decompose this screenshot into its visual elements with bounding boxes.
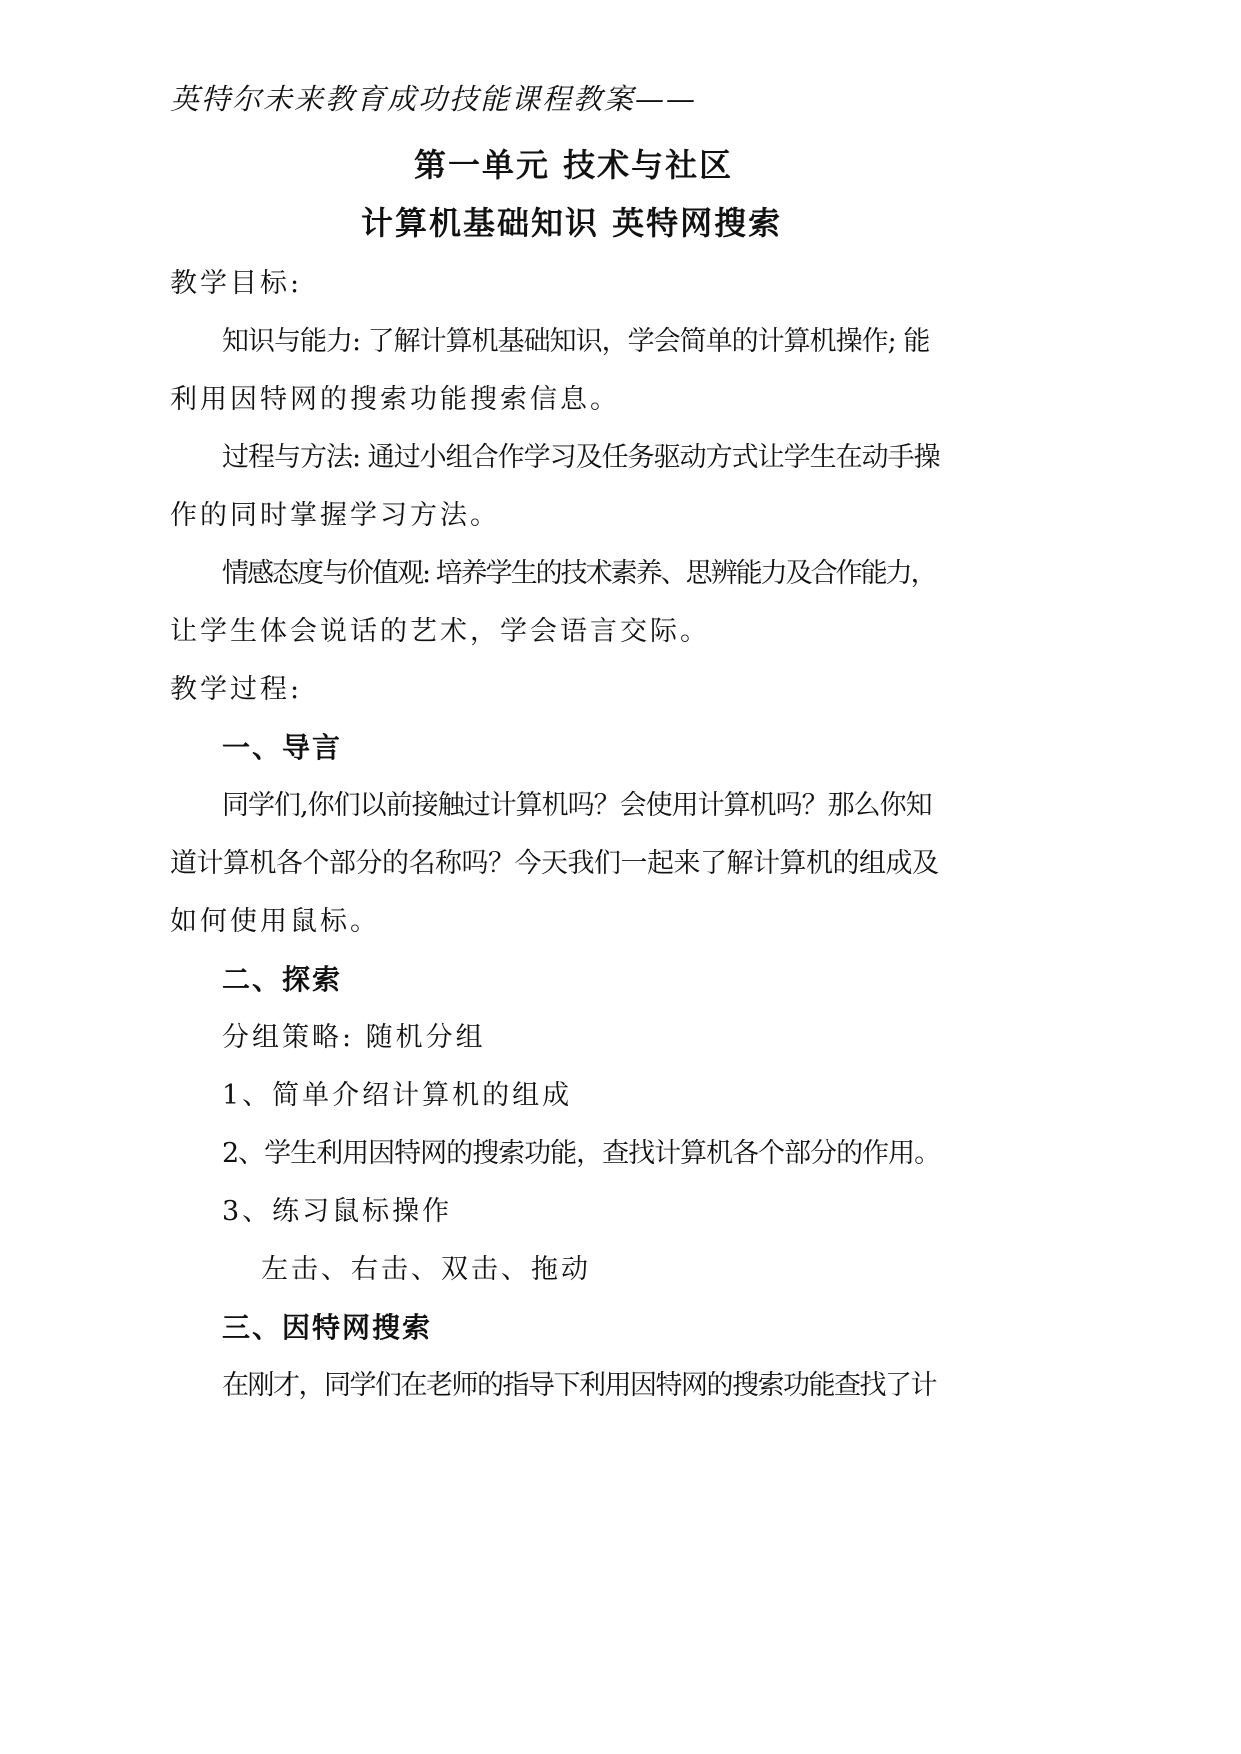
section-search-title: 三、因特网搜索	[222, 1311, 433, 1344]
objective-knowledge-line2: 利用因特网的搜索功能搜索信息。	[170, 384, 620, 415]
section-intro-line1: 同学们,你们以前接触过计算机吗？会使用计算机吗？那么你知	[222, 790, 932, 821]
section-search-line1: 在刚才，同学们在老师的指导下利用因特网的搜索功能查找了计	[222, 1370, 936, 1401]
section-explore-title: 二、探索	[222, 963, 343, 996]
objective-emotion-line2: 让学生体会说话的艺术，学会语言交际。	[170, 616, 710, 647]
objectives-heading: 教学目标:	[170, 268, 303, 299]
document-header: 英特尔未来教育成功技能课程教案——	[170, 82, 698, 116]
unit-title: 第一单元 技术与社区	[414, 146, 734, 184]
explore-item-2: 2、学生利用因特网的搜索功能，查找计算机各个部分的作用。	[222, 1138, 941, 1169]
objective-emotion-line1: 情感态度与价值观: 培养学生的技术素养、思辨能力及合作能力，	[222, 558, 936, 589]
objective-process-line2: 作的同时掌握学习方法。	[170, 500, 500, 531]
explore-item-3: 3、练习鼠标操作	[222, 1196, 453, 1227]
section-intro-title: 一、导言	[222, 731, 343, 764]
section-intro-line3: 如何使用鼠标。	[170, 906, 380, 937]
mouse-actions: 左击、右击、双击、拖动	[261, 1254, 591, 1285]
process-heading: 教学过程:	[170, 674, 303, 705]
lesson-title: 计算机基础知识 英特网搜索	[361, 204, 783, 242]
grouping-strategy: 分组策略: 随机分组	[222, 1022, 486, 1053]
objective-process-line1: 过程与方法: 通过小组合作学习及任务驱动方式让学生在动手操	[222, 442, 940, 473]
objective-knowledge-line1: 知识与能力: 了解计算机基础知识，学会简单的计算机操作; 能	[222, 326, 930, 357]
explore-item-1: 1、简单介绍计算机的组成	[222, 1080, 573, 1111]
section-intro-line2: 道计算机各个部分的名称吗？今天我们一起来了解计算机的组成及	[170, 848, 939, 879]
